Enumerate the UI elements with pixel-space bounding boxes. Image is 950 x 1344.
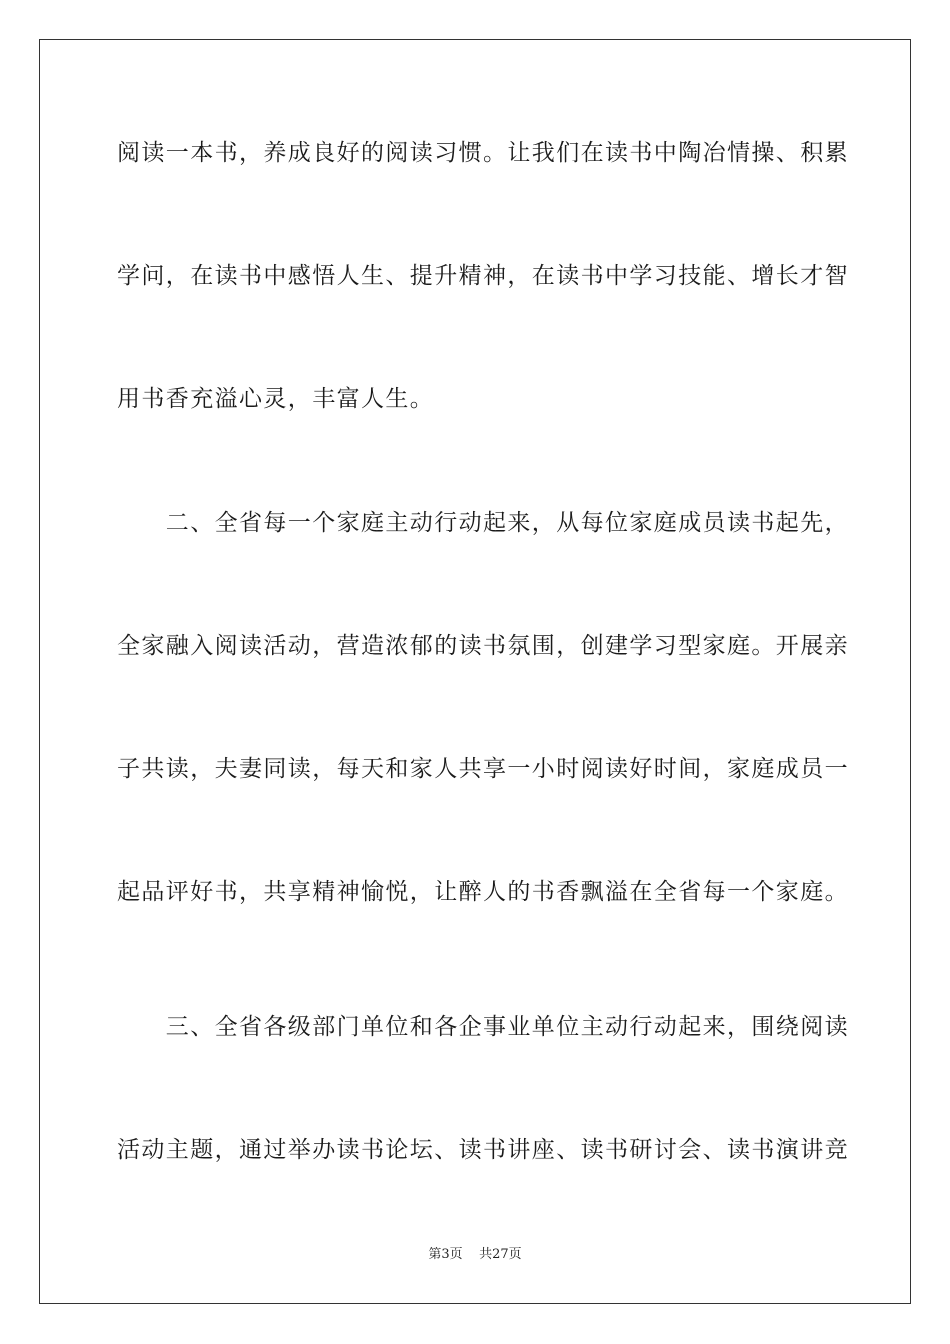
page-border	[39, 39, 911, 1304]
text-line: 二、全省每一个家庭主动行动起来，从每位家庭成员读书起先，	[117, 510, 849, 536]
text-line: 起品评好书，共享精神愉悦，让醉人的书香飘溢在全省每一个家庭。	[117, 879, 849, 905]
page-total: 共27页	[479, 1247, 522, 1262]
text-line: 用书香充溢心灵，丰富人生。	[117, 386, 435, 412]
text-line: 活动主题，通过举办读书论坛、读书讲座、读书研讨会、读书演讲竞	[117, 1137, 849, 1163]
text-line: 阅读一本书，养成良好的阅读习惯。让我们在读书中陶冶情操、积累	[117, 140, 849, 166]
page-footer	[0, 1246, 950, 1264]
text-line: 学问，在读书中感悟人生、提升精神，在读书中学习技能、增长才智	[117, 263, 849, 289]
text-line: 子共读，夫妻同读，每天和家人共享一小时阅读好时间，家庭成员一	[117, 756, 849, 782]
text-line: 全家融入阅读活动，营造浓郁的读书氛围，创建学习型家庭。开展亲	[117, 633, 849, 659]
page-number: 第3页	[428, 1247, 463, 1262]
text-line: 三、全省各级部门单位和各企事业单位主动行动起来，围绕阅读	[117, 1014, 849, 1040]
